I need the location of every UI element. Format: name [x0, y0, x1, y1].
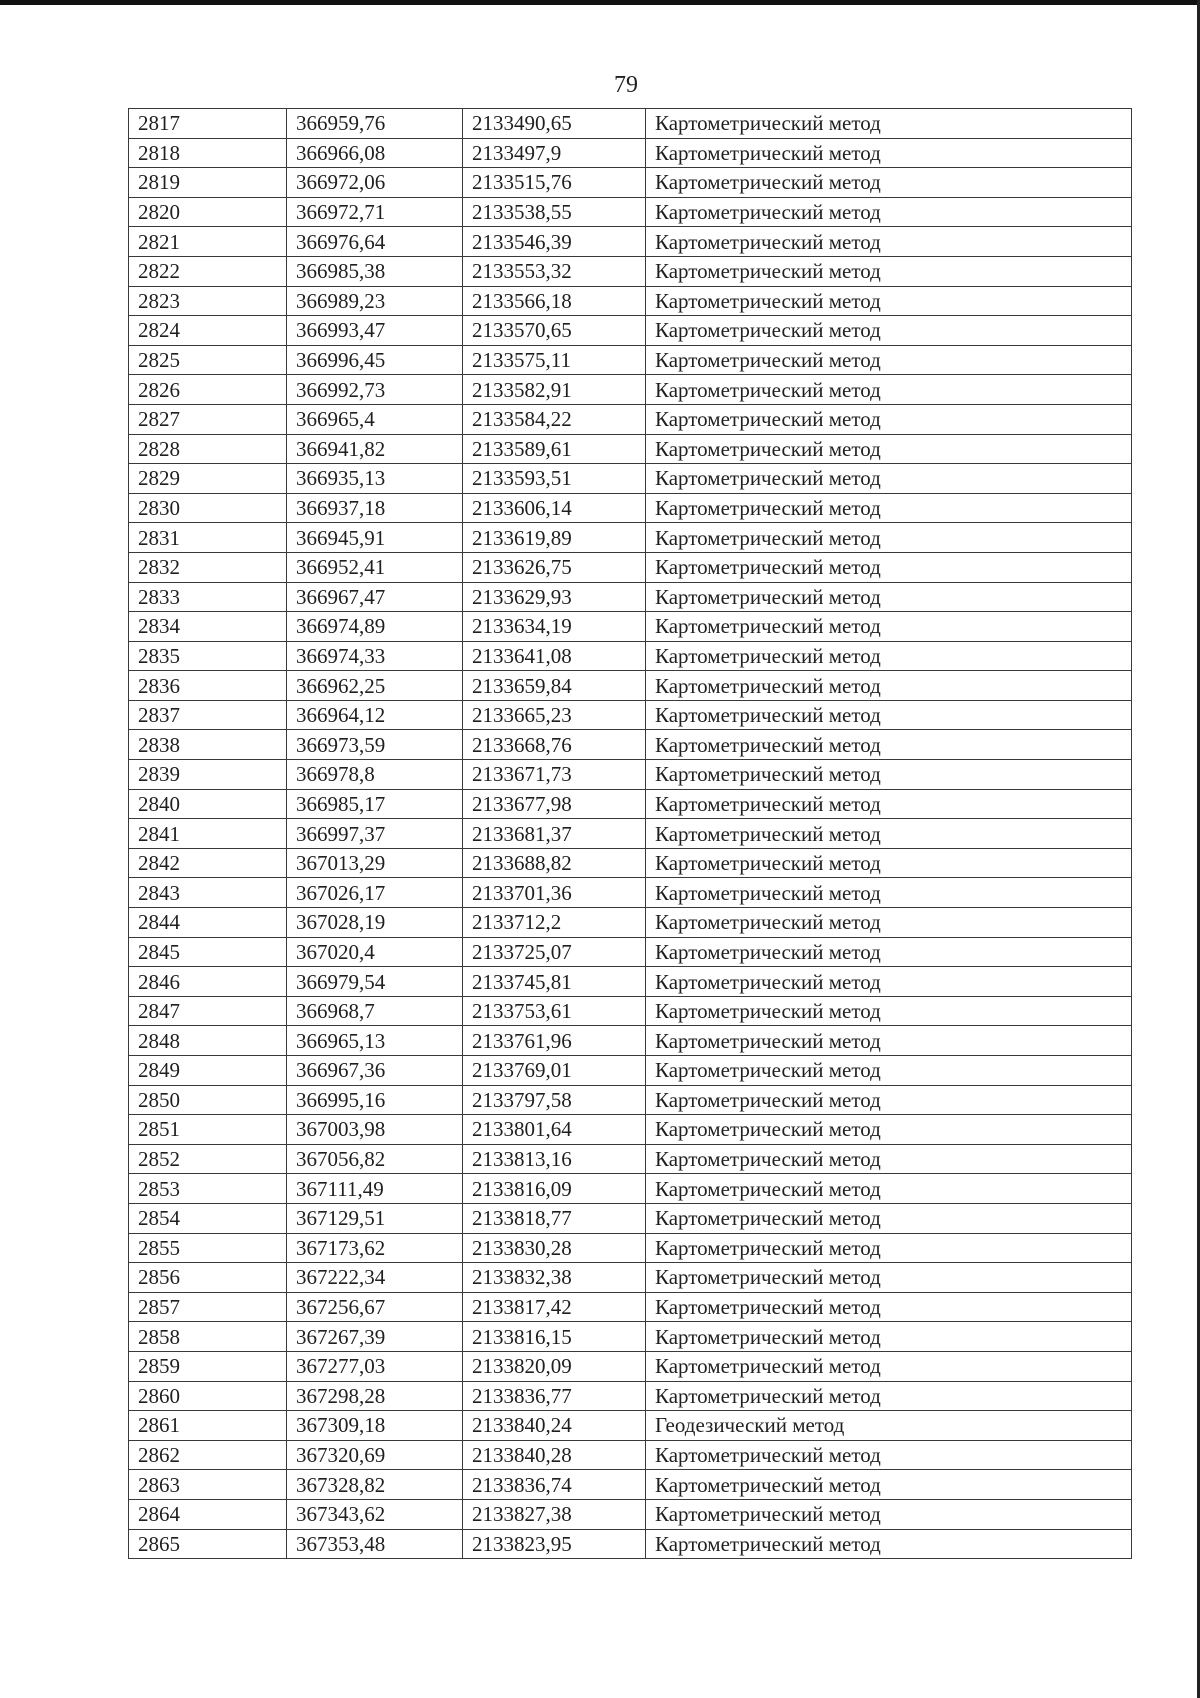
point-number-cell: 2851 [129, 1115, 287, 1145]
y-coordinate-cell: 2133626,75 [463, 552, 646, 582]
y-coordinate-cell: 2133745,81 [463, 967, 646, 997]
method-cell: Картометрический метод [646, 1263, 1132, 1293]
y-coordinate-cell: 2133582,91 [463, 375, 646, 405]
method-cell: Картометрический метод [646, 1203, 1132, 1233]
y-coordinate-cell: 2133659,84 [463, 671, 646, 701]
y-coordinate-cell: 2133701,36 [463, 878, 646, 908]
table-row [129, 996, 1132, 1026]
table-row [129, 1351, 1132, 1381]
method-cell: Картометрический метод [646, 1351, 1132, 1381]
x-coordinate-cell: 366992,73 [287, 375, 463, 405]
method-cell: Картометрический метод [646, 582, 1132, 612]
coordinates-table [128, 108, 1132, 1559]
y-coordinate-cell: 2133665,23 [463, 700, 646, 730]
point-number-cell: 2827 [129, 404, 287, 434]
x-coordinate-cell: 366993,47 [287, 316, 463, 346]
table-row [129, 1470, 1132, 1500]
x-coordinate-cell: 367353,48 [287, 1529, 463, 1559]
table-row [129, 168, 1132, 198]
point-number-cell: 2853 [129, 1174, 287, 1204]
point-number-cell: 2832 [129, 552, 287, 582]
method-cell: Картометрический метод [646, 967, 1132, 997]
table-row [129, 552, 1132, 582]
point-number-cell: 2829 [129, 464, 287, 494]
method-cell: Картометрический метод [646, 1174, 1132, 1204]
x-coordinate-cell: 366968,7 [287, 996, 463, 1026]
method-cell: Картометрический метод [646, 760, 1132, 790]
table-row [129, 197, 1132, 227]
table-row [129, 1203, 1132, 1233]
point-number-cell: 2835 [129, 641, 287, 671]
table-row [129, 760, 1132, 790]
x-coordinate-cell: 367028,19 [287, 908, 463, 938]
point-number-cell: 2825 [129, 345, 287, 375]
table-row [129, 1026, 1132, 1056]
table-row [129, 1056, 1132, 1086]
method-cell: Картометрический метод [646, 848, 1132, 878]
table-row [129, 848, 1132, 878]
point-number-cell: 2831 [129, 523, 287, 553]
y-coordinate-cell: 2133712,2 [463, 908, 646, 938]
x-coordinate-cell: 366935,13 [287, 464, 463, 494]
method-cell: Картометрический метод [646, 523, 1132, 553]
method-cell: Картометрический метод [646, 700, 1132, 730]
method-cell: Картометрический метод [646, 1115, 1132, 1145]
x-coordinate-cell: 366966,08 [287, 138, 463, 168]
y-coordinate-cell: 2133816,15 [463, 1322, 646, 1352]
x-coordinate-cell: 366985,17 [287, 789, 463, 819]
table-row [129, 612, 1132, 642]
table-row [129, 582, 1132, 612]
point-number-cell: 2826 [129, 375, 287, 405]
x-coordinate-cell: 366959,76 [287, 109, 463, 139]
y-coordinate-cell: 2133797,58 [463, 1085, 646, 1115]
y-coordinate-cell: 2133801,64 [463, 1115, 646, 1145]
table-row [129, 1499, 1132, 1529]
y-coordinate-cell: 2133769,01 [463, 1056, 646, 1086]
table-row [129, 908, 1132, 938]
method-cell: Картометрический метод [646, 937, 1132, 967]
point-number-cell: 2860 [129, 1381, 287, 1411]
method-cell: Картометрический метод [646, 1499, 1132, 1529]
method-cell: Картометрический метод [646, 1026, 1132, 1056]
x-coordinate-cell: 366967,47 [287, 582, 463, 612]
point-number-cell: 2850 [129, 1085, 287, 1115]
x-coordinate-cell: 367267,39 [287, 1322, 463, 1352]
x-coordinate-cell: 366964,12 [287, 700, 463, 730]
point-number-cell: 2845 [129, 937, 287, 967]
x-coordinate-cell: 366974,89 [287, 612, 463, 642]
method-cell: Картометрический метод [646, 345, 1132, 375]
method-cell: Картометрический метод [646, 671, 1132, 701]
method-cell: Картометрический метод [646, 1292, 1132, 1322]
method-cell: Картометрический метод [646, 168, 1132, 198]
method-cell: Картометрический метод [646, 878, 1132, 908]
y-coordinate-cell: 2133827,38 [463, 1499, 646, 1529]
y-coordinate-cell: 2133840,28 [463, 1440, 646, 1470]
method-cell: Картометрический метод [646, 908, 1132, 938]
method-cell: Картометрический метод [646, 464, 1132, 494]
method-cell: Картометрический метод [646, 316, 1132, 346]
table-row [129, 1174, 1132, 1204]
x-coordinate-cell: 366952,41 [287, 552, 463, 582]
table-row [129, 1411, 1132, 1441]
point-number-cell: 2857 [129, 1292, 287, 1322]
y-coordinate-cell: 2133546,39 [463, 227, 646, 257]
table-row [129, 937, 1132, 967]
x-coordinate-cell: 366985,38 [287, 256, 463, 286]
point-number-cell: 2819 [129, 168, 287, 198]
y-coordinate-cell: 2133589,61 [463, 434, 646, 464]
x-coordinate-cell: 367256,67 [287, 1292, 463, 1322]
method-cell: Картометрический метод [646, 641, 1132, 671]
point-number-cell: 2849 [129, 1056, 287, 1086]
x-coordinate-cell: 367298,28 [287, 1381, 463, 1411]
point-number-cell: 2861 [129, 1411, 287, 1441]
table-row [129, 375, 1132, 405]
y-coordinate-cell: 2133753,61 [463, 996, 646, 1026]
point-number-cell: 2843 [129, 878, 287, 908]
y-coordinate-cell: 2133813,16 [463, 1144, 646, 1174]
y-coordinate-cell: 2133553,32 [463, 256, 646, 286]
point-number-cell: 2842 [129, 848, 287, 878]
x-coordinate-cell: 366937,18 [287, 493, 463, 523]
table-row [129, 1529, 1132, 1559]
y-coordinate-cell: 2133681,37 [463, 819, 646, 849]
point-number-cell: 2834 [129, 612, 287, 642]
x-coordinate-cell: 367173,62 [287, 1233, 463, 1263]
x-coordinate-cell: 366976,64 [287, 227, 463, 257]
y-coordinate-cell: 2133823,95 [463, 1529, 646, 1559]
point-number-cell: 2840 [129, 789, 287, 819]
x-coordinate-cell: 366972,06 [287, 168, 463, 198]
x-coordinate-cell: 367111,49 [287, 1174, 463, 1204]
point-number-cell: 2822 [129, 256, 287, 286]
x-coordinate-cell: 367129,51 [287, 1203, 463, 1233]
table-row [129, 671, 1132, 701]
y-coordinate-cell: 2133570,65 [463, 316, 646, 346]
x-coordinate-cell: 366973,59 [287, 730, 463, 760]
y-coordinate-cell: 2133840,24 [463, 1411, 646, 1441]
table-row [129, 1233, 1132, 1263]
table-row [129, 404, 1132, 434]
x-coordinate-cell: 366945,91 [287, 523, 463, 553]
x-coordinate-cell: 367320,69 [287, 1440, 463, 1470]
point-number-cell: 2830 [129, 493, 287, 523]
point-number-cell: 2837 [129, 700, 287, 730]
x-coordinate-cell: 367003,98 [287, 1115, 463, 1145]
table-row [129, 1292, 1132, 1322]
method-cell: Картометрический метод [646, 138, 1132, 168]
point-number-cell: 2839 [129, 760, 287, 790]
point-number-cell: 2841 [129, 819, 287, 849]
point-number-cell: 2855 [129, 1233, 287, 1263]
method-cell: Картометрический метод [646, 1322, 1132, 1352]
method-cell: Картометрический метод [646, 375, 1132, 405]
y-coordinate-cell: 2133606,14 [463, 493, 646, 523]
point-number-cell: 2836 [129, 671, 287, 701]
point-number-cell: 2833 [129, 582, 287, 612]
x-coordinate-cell: 367277,03 [287, 1351, 463, 1381]
method-cell: Картометрический метод [646, 996, 1132, 1026]
method-cell: Картометрический метод [646, 227, 1132, 257]
method-cell: Картометрический метод [646, 493, 1132, 523]
point-number-cell: 2848 [129, 1026, 287, 1056]
x-coordinate-cell: 366979,54 [287, 967, 463, 997]
page-number: 79 [614, 72, 638, 98]
point-number-cell: 2852 [129, 1144, 287, 1174]
method-cell: Картометрический метод [646, 819, 1132, 849]
table-row [129, 109, 1132, 139]
point-number-cell: 2846 [129, 967, 287, 997]
x-coordinate-cell: 367020,4 [287, 937, 463, 967]
y-coordinate-cell: 2133688,82 [463, 848, 646, 878]
method-cell: Картометрический метод [646, 1529, 1132, 1559]
table-row [129, 1144, 1132, 1174]
point-number-cell: 2817 [129, 109, 287, 139]
method-cell: Картометрический метод [646, 109, 1132, 139]
y-coordinate-cell: 2133497,9 [463, 138, 646, 168]
y-coordinate-cell: 2133761,96 [463, 1026, 646, 1056]
table-row [129, 967, 1132, 997]
table-row [129, 493, 1132, 523]
y-coordinate-cell: 2133832,38 [463, 1263, 646, 1293]
point-number-cell: 2818 [129, 138, 287, 168]
method-cell: Картометрический метод [646, 730, 1132, 760]
method-cell: Картометрический метод [646, 1233, 1132, 1263]
table-row [129, 1085, 1132, 1115]
table-row [129, 1263, 1132, 1293]
y-coordinate-cell: 2133619,89 [463, 523, 646, 553]
y-coordinate-cell: 2133584,22 [463, 404, 646, 434]
y-coordinate-cell: 2133490,65 [463, 109, 646, 139]
y-coordinate-cell: 2133836,74 [463, 1470, 646, 1500]
coordinates-table-body [129, 109, 1132, 1559]
x-coordinate-cell: 367056,82 [287, 1144, 463, 1174]
method-cell: Картометрический метод [646, 612, 1132, 642]
x-coordinate-cell: 366941,82 [287, 434, 463, 464]
table-row [129, 1322, 1132, 1352]
method-cell: Картометрический метод [646, 286, 1132, 316]
table-row [129, 316, 1132, 346]
table-row [129, 641, 1132, 671]
y-coordinate-cell: 2133575,11 [463, 345, 646, 375]
table-row [129, 730, 1132, 760]
y-coordinate-cell: 2133641,08 [463, 641, 646, 671]
method-cell: Картометрический метод [646, 1085, 1132, 1115]
table-row [129, 1115, 1132, 1145]
point-number-cell: 2824 [129, 316, 287, 346]
method-cell: Картометрический метод [646, 434, 1132, 464]
point-number-cell: 2854 [129, 1203, 287, 1233]
point-number-cell: 2859 [129, 1351, 287, 1381]
coordinates-table-container [128, 108, 1131, 1559]
y-coordinate-cell: 2133830,28 [463, 1233, 646, 1263]
table-row [129, 227, 1132, 257]
point-number-cell: 2838 [129, 730, 287, 760]
y-coordinate-cell: 2133836,77 [463, 1381, 646, 1411]
table-row [129, 523, 1132, 553]
x-coordinate-cell: 366995,16 [287, 1085, 463, 1115]
x-coordinate-cell: 367026,17 [287, 878, 463, 908]
x-coordinate-cell: 366965,13 [287, 1026, 463, 1056]
table-row [129, 434, 1132, 464]
y-coordinate-cell: 2133677,98 [463, 789, 646, 819]
point-number-cell: 2863 [129, 1470, 287, 1500]
point-number-cell: 2847 [129, 996, 287, 1026]
y-coordinate-cell: 2133816,09 [463, 1174, 646, 1204]
table-row [129, 256, 1132, 286]
point-number-cell: 2828 [129, 434, 287, 464]
y-coordinate-cell: 2133515,76 [463, 168, 646, 198]
y-coordinate-cell: 2133671,73 [463, 760, 646, 790]
table-row [129, 1440, 1132, 1470]
point-number-cell: 2823 [129, 286, 287, 316]
page-top-edge [0, 0, 1200, 5]
x-coordinate-cell: 366978,8 [287, 760, 463, 790]
method-cell: Картометрический метод [646, 789, 1132, 819]
y-coordinate-cell: 2133629,93 [463, 582, 646, 612]
method-cell: Картометрический метод [646, 552, 1132, 582]
y-coordinate-cell: 2133817,42 [463, 1292, 646, 1322]
table-row [129, 138, 1132, 168]
point-number-cell: 2856 [129, 1263, 287, 1293]
table-row [129, 286, 1132, 316]
table-row [129, 878, 1132, 908]
y-coordinate-cell: 2133538,55 [463, 197, 646, 227]
method-cell: Картометрический метод [646, 256, 1132, 286]
point-number-cell: 2865 [129, 1529, 287, 1559]
table-row [129, 819, 1132, 849]
y-coordinate-cell: 2133668,76 [463, 730, 646, 760]
table-row [129, 700, 1132, 730]
method-cell: Картометрический метод [646, 1056, 1132, 1086]
method-cell: Картометрический метод [646, 1144, 1132, 1174]
x-coordinate-cell: 367328,82 [287, 1470, 463, 1500]
point-number-cell: 2862 [129, 1440, 287, 1470]
point-number-cell: 2858 [129, 1322, 287, 1352]
point-number-cell: 2864 [129, 1499, 287, 1529]
method-cell: Картометрический метод [646, 1381, 1132, 1411]
x-coordinate-cell: 366972,71 [287, 197, 463, 227]
x-coordinate-cell: 367222,34 [287, 1263, 463, 1293]
method-cell: Геодезический метод [646, 1411, 1132, 1441]
y-coordinate-cell: 2133725,07 [463, 937, 646, 967]
table-row [129, 345, 1132, 375]
x-coordinate-cell: 366962,25 [287, 671, 463, 701]
x-coordinate-cell: 367343,62 [287, 1499, 463, 1529]
x-coordinate-cell: 366989,23 [287, 286, 463, 316]
x-coordinate-cell: 366967,36 [287, 1056, 463, 1086]
point-number-cell: 2821 [129, 227, 287, 257]
y-coordinate-cell: 2133634,19 [463, 612, 646, 642]
x-coordinate-cell: 366997,37 [287, 819, 463, 849]
table-row [129, 789, 1132, 819]
point-number-cell: 2820 [129, 197, 287, 227]
x-coordinate-cell: 366996,45 [287, 345, 463, 375]
method-cell: Картометрический метод [646, 1440, 1132, 1470]
table-row [129, 1381, 1132, 1411]
method-cell: Картометрический метод [646, 197, 1132, 227]
y-coordinate-cell: 2133566,18 [463, 286, 646, 316]
y-coordinate-cell: 2133820,09 [463, 1351, 646, 1381]
x-coordinate-cell: 367309,18 [287, 1411, 463, 1441]
y-coordinate-cell: 2133593,51 [463, 464, 646, 494]
x-coordinate-cell: 367013,29 [287, 848, 463, 878]
x-coordinate-cell: 366974,33 [287, 641, 463, 671]
y-coordinate-cell: 2133818,77 [463, 1203, 646, 1233]
method-cell: Картометрический метод [646, 404, 1132, 434]
x-coordinate-cell: 366965,4 [287, 404, 463, 434]
table-row [129, 464, 1132, 494]
method-cell: Картометрический метод [646, 1470, 1132, 1500]
point-number-cell: 2844 [129, 908, 287, 938]
